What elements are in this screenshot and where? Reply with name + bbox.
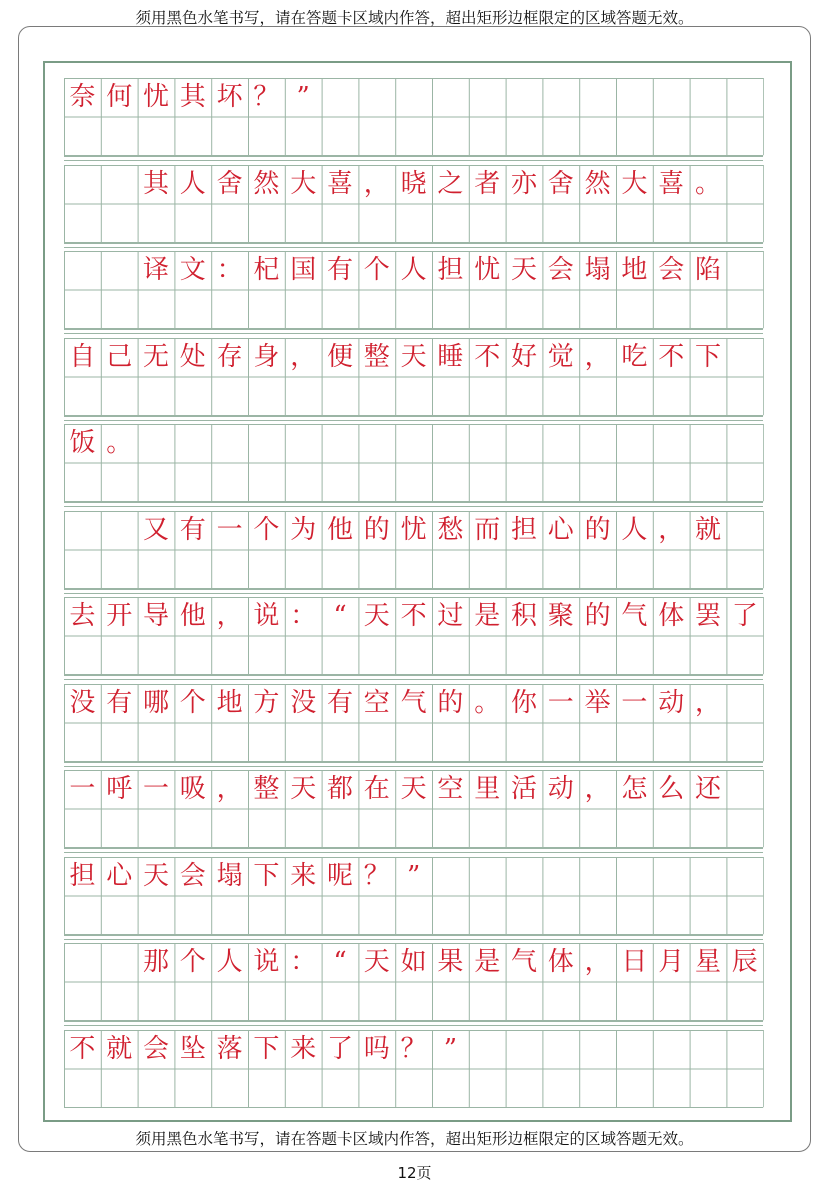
row-separator xyxy=(64,160,763,161)
grid-character: 人 xyxy=(179,168,206,199)
row-separator xyxy=(64,939,763,940)
grid-character: 月 xyxy=(658,947,685,978)
grid-character: 陷 xyxy=(694,255,721,286)
grid-character: 活 xyxy=(510,774,537,805)
grid-character: 不 xyxy=(658,341,685,372)
grid-character: 有 xyxy=(326,255,353,286)
grid-character: 来 xyxy=(290,860,317,891)
row-separator xyxy=(64,679,763,680)
grid-character: 下 xyxy=(253,1033,280,1064)
grid-character: ： xyxy=(290,601,317,632)
grid-character: 还 xyxy=(694,774,721,805)
grid-character: 心 xyxy=(106,860,133,891)
grid-character: 饭 xyxy=(69,428,96,459)
grid-character: 个 xyxy=(253,514,280,545)
row-separator xyxy=(64,589,763,590)
grid-character: 里 xyxy=(474,774,501,805)
grid-character: 译 xyxy=(142,255,169,286)
grid-character: 坏 xyxy=(216,82,243,113)
grid-character: 空 xyxy=(437,774,464,805)
grid-character: 果 xyxy=(437,947,464,978)
grid-character: 舍 xyxy=(216,168,243,199)
grid-character: 地 xyxy=(216,687,243,718)
grid-character: ” xyxy=(443,1033,458,1064)
row-separator xyxy=(64,329,763,330)
grid-character: 气 xyxy=(400,687,427,718)
grid-character: ？ xyxy=(400,1033,427,1064)
grid-character: ， xyxy=(290,341,317,372)
grid-character: ， xyxy=(584,947,611,978)
grid-character: 天 xyxy=(510,255,537,286)
grid-character: 是 xyxy=(474,947,501,978)
grid-character: ， xyxy=(363,168,390,199)
grid-character: 文 xyxy=(179,255,206,286)
grid-character: 然 xyxy=(253,168,280,199)
grid-character: 无 xyxy=(142,341,169,372)
grid-character: 来 xyxy=(290,1033,317,1064)
grid-character: 聚 xyxy=(547,601,574,632)
grid-character: 又 xyxy=(142,514,169,545)
grid-character: 积 xyxy=(510,601,537,632)
grid-character: 然 xyxy=(584,168,611,199)
grid-character: 哪 xyxy=(142,687,169,718)
grid-character: 体 xyxy=(658,601,685,632)
grid-character: 吸 xyxy=(179,774,206,805)
grid-character: 人 xyxy=(400,255,427,286)
grid-character: 便 xyxy=(326,341,353,372)
grid-character: 有 xyxy=(179,514,206,545)
grid-character: 者 xyxy=(474,168,501,199)
grid-character: 导 xyxy=(142,601,169,632)
grid-character xyxy=(101,251,138,290)
grid-character: ， xyxy=(694,687,721,718)
row-separator xyxy=(64,762,763,763)
grid-character: 不 xyxy=(400,601,427,632)
grid-character: 吃 xyxy=(621,341,648,372)
grid-character: 星 xyxy=(694,947,721,978)
grid-character: 下 xyxy=(253,860,280,891)
grid-character: 大 xyxy=(621,168,648,199)
grid-character xyxy=(101,165,138,204)
grid-character: 一 xyxy=(216,514,243,545)
grid-character: 不 xyxy=(69,1033,96,1064)
grid-character: 体 xyxy=(547,947,574,978)
grid-character: 身 xyxy=(253,341,280,372)
grid-character: 动 xyxy=(658,687,685,718)
grid-character: 会 xyxy=(142,1033,169,1064)
row-separator xyxy=(64,593,763,594)
row-separator xyxy=(64,1021,763,1022)
grid-character: ， xyxy=(216,601,243,632)
grid-character: 何 xyxy=(106,82,133,113)
grid-character: “ xyxy=(333,947,347,978)
grid-character: ” xyxy=(296,82,310,113)
grid-character: 就 xyxy=(694,514,721,545)
top-notice: 须用黑色水笔书写，请在答题卡区域内作答，超出矩形边框限定的区域答题无效。 xyxy=(135,9,694,27)
grid-character: 地 xyxy=(621,255,648,286)
grid-character: ， xyxy=(216,774,243,805)
grid-character: 。 xyxy=(106,428,133,459)
grid-character: 会 xyxy=(179,860,206,891)
grid-character: 举 xyxy=(584,687,611,718)
grid-character: 怎 xyxy=(621,774,648,805)
grid-character: 晓 xyxy=(400,168,427,199)
grid-character: 国 xyxy=(290,255,317,286)
grid-character: 的 xyxy=(584,601,611,632)
grid-character: 心 xyxy=(547,514,574,545)
grid-character: 担 xyxy=(437,255,464,286)
grid-character: 罢 xyxy=(694,601,721,632)
grid-character: 么 xyxy=(658,774,685,805)
grid-character: 落 xyxy=(216,1033,243,1064)
grid-character: 一 xyxy=(69,774,96,805)
grid-character xyxy=(64,251,101,290)
grid-character: 担 xyxy=(510,514,537,545)
row-separator xyxy=(64,506,763,507)
grid-character xyxy=(64,165,101,204)
grid-character: 他 xyxy=(179,601,206,632)
grid-character: 塌 xyxy=(216,860,243,891)
grid-character: 处 xyxy=(179,341,206,372)
grid-character xyxy=(101,943,138,982)
grid-character: 开 xyxy=(106,601,133,632)
row-separator xyxy=(64,243,763,244)
grid-character xyxy=(64,943,101,982)
row-separator xyxy=(64,848,763,849)
bottom-notice: 须用黑色水笔书写，请在答题卡区域内作答，超出矩形边框限定的区域答题无效。 xyxy=(135,1130,694,1148)
grid-character: 会 xyxy=(547,255,574,286)
grid-character: 天 xyxy=(290,774,317,805)
grid-character: 天 xyxy=(400,341,427,372)
grid-row-lines xyxy=(64,424,764,502)
grid-character: 之 xyxy=(437,168,464,199)
grid-character: ： xyxy=(290,947,317,978)
grid-character: “ xyxy=(333,601,347,632)
grid-character: 愁 xyxy=(437,514,464,545)
grid-character: ？ xyxy=(363,860,390,891)
grid-character: 天 xyxy=(363,947,390,978)
grid-character: 呼 xyxy=(106,774,133,805)
grid-character: 为 xyxy=(290,514,317,545)
grid-character: 在 xyxy=(363,774,390,805)
grid-character: 呢 xyxy=(326,860,353,891)
grid-character: 有 xyxy=(106,687,133,718)
grid-character: ， xyxy=(584,774,611,805)
row-separator xyxy=(64,935,763,936)
grid-character: 去 xyxy=(69,601,96,632)
grid-character: 没 xyxy=(69,687,96,718)
grid-character: 了 xyxy=(731,601,758,632)
grid-character: ” xyxy=(406,860,421,891)
grid-character: 一 xyxy=(142,774,169,805)
grid-character: 存 xyxy=(216,341,243,372)
grid-character: 喜 xyxy=(658,168,685,199)
grid-character: 。 xyxy=(474,687,501,718)
grid-character: 有 xyxy=(326,687,353,718)
page-number: 12页 xyxy=(397,1164,432,1182)
grid-character: 天 xyxy=(142,860,169,891)
grid-character: 忧 xyxy=(474,255,501,286)
row-separator xyxy=(64,852,763,853)
grid-character: 如 xyxy=(400,947,427,978)
grid-character: 整 xyxy=(253,774,280,805)
grid-character: 没 xyxy=(290,687,317,718)
grid-character: 说 xyxy=(253,947,280,978)
grid-character: 忧 xyxy=(142,82,169,113)
row-separator xyxy=(64,247,763,248)
grid-character: 担 xyxy=(69,860,96,891)
row-separator xyxy=(64,675,763,676)
grid-character xyxy=(64,511,101,550)
grid-character: 那 xyxy=(142,947,169,978)
grid-character: 大 xyxy=(290,168,317,199)
grid-character: 不 xyxy=(474,341,501,372)
grid-character: 人 xyxy=(216,947,243,978)
grid-character: 日 xyxy=(621,947,648,978)
row-separator xyxy=(64,502,763,503)
grid-character: ？ xyxy=(253,82,280,113)
grid-character: 天 xyxy=(400,774,427,805)
grid-character: 他 xyxy=(326,514,353,545)
grid-character: 就 xyxy=(106,1033,133,1064)
grid-character: 个 xyxy=(363,255,390,286)
grid-character: 杞 xyxy=(253,255,280,286)
grid-character: 亦 xyxy=(510,168,537,199)
row-separator xyxy=(64,333,763,334)
grid-character: 一 xyxy=(547,687,574,718)
grid-character: 个 xyxy=(179,687,206,718)
grid-character: 自 xyxy=(69,341,96,372)
row-separator xyxy=(64,766,763,767)
grid-character: 的 xyxy=(584,514,611,545)
grid-character xyxy=(101,511,138,550)
grid-character: ： xyxy=(216,255,243,286)
grid-character: 气 xyxy=(510,947,537,978)
row-separator xyxy=(64,156,763,157)
grid-character: 气 xyxy=(621,601,648,632)
grid-character: 整 xyxy=(363,341,390,372)
grid-character: 过 xyxy=(437,601,464,632)
grid-character: 而 xyxy=(474,514,501,545)
grid-character: 觉 xyxy=(547,341,574,372)
grid-character: 的 xyxy=(437,687,464,718)
grid-character: 其 xyxy=(142,168,169,199)
grid-character: 会 xyxy=(658,255,685,286)
grid-character: 都 xyxy=(326,774,353,805)
grid-character: 忧 xyxy=(400,514,427,545)
row-separator xyxy=(64,1025,763,1026)
grid-character: 好 xyxy=(510,341,537,372)
grid-character: 己 xyxy=(106,341,133,372)
grid-character: ， xyxy=(584,341,611,372)
grid-character: 睡 xyxy=(437,341,464,372)
grid-character: 是 xyxy=(474,601,501,632)
grid-character: ， xyxy=(658,514,685,545)
grid-character: 空 xyxy=(363,687,390,718)
grid-character: 吗 xyxy=(363,1033,390,1064)
grid-character: 舍 xyxy=(547,168,574,199)
grid-character: 辰 xyxy=(731,947,758,978)
grid-character: 你 xyxy=(510,687,537,718)
grid-character: 塌 xyxy=(584,255,611,286)
grid-character: 个 xyxy=(179,947,206,978)
grid-character: 一 xyxy=(621,687,648,718)
grid-character: 说 xyxy=(253,601,280,632)
grid-character: 了 xyxy=(326,1033,353,1064)
row-separator xyxy=(64,420,763,421)
grid-character: 下 xyxy=(694,341,721,372)
grid-character: 的 xyxy=(363,514,390,545)
row-separator xyxy=(64,416,763,417)
grid-character: 奈 xyxy=(69,82,96,113)
grid-character: 人 xyxy=(621,514,648,545)
grid-character: 方 xyxy=(253,687,280,718)
grid-character: 动 xyxy=(547,774,574,805)
grid-character: 。 xyxy=(694,168,721,199)
grid-character: 天 xyxy=(363,601,390,632)
grid-character: 坠 xyxy=(179,1033,206,1064)
grid-character: 喜 xyxy=(326,168,353,199)
grid-character: 其 xyxy=(179,82,206,113)
